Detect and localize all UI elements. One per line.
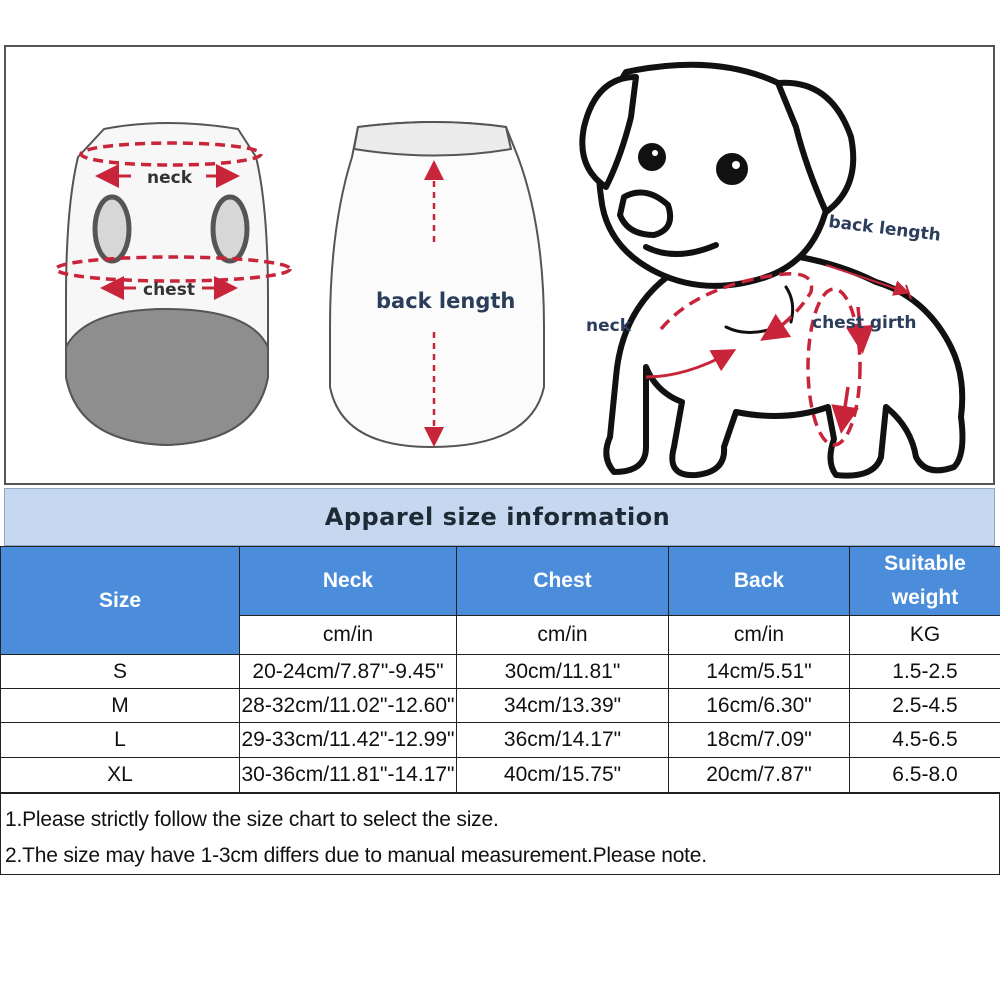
cell-chest: 30cm/11.81" — [457, 655, 669, 689]
cell-neck: 30-36cm/11.81"-14.17" — [240, 758, 457, 793]
table-row — [1, 758, 1000, 793]
cell-neck: 29-33cm/11.42"-12.99" — [240, 723, 457, 758]
cell-back: 18cm/7.09" — [669, 723, 850, 758]
size-table — [0, 546, 1000, 793]
cell-size: M — [1, 689, 240, 723]
chest-label: chest — [143, 280, 195, 300]
size-notes — [0, 793, 1000, 875]
note-line-1: 1.Please strictly follow the size chart to select the size. — [5, 808, 499, 831]
unit-neck: cm/in — [240, 616, 457, 655]
table-row — [1, 655, 1000, 689]
header-back: Back — [669, 547, 850, 616]
table-row — [1, 689, 1000, 723]
cell-weight: 2.5-4.5 — [850, 689, 1000, 723]
cell-weight: 4.5-6.5 — [850, 723, 1000, 758]
dog-chest-girth-label: chest girth — [812, 313, 917, 333]
cell-size: L — [1, 723, 240, 758]
cell-back: 20cm/7.87" — [669, 758, 850, 793]
back-length-label: back length — [376, 289, 516, 313]
measurement-illustration — [4, 45, 995, 485]
cell-neck: 28-32cm/11.02"-12.60" — [240, 689, 457, 723]
unit-weight: KG — [850, 616, 1000, 655]
apparel-size-banner — [4, 488, 995, 546]
dog-drawing — [582, 65, 962, 476]
dog-neck-label: neck — [586, 316, 632, 336]
cell-size: XL — [1, 758, 240, 793]
cell-chest: 40cm/15.75" — [457, 758, 669, 793]
neck-label: neck — [147, 168, 193, 188]
banner-title: Apparel size information — [324, 503, 671, 531]
cell-chest: 34cm/13.39" — [457, 689, 669, 723]
cell-weight: 1.5-2.5 — [850, 655, 1000, 689]
garment-back-drawing — [330, 122, 544, 447]
cell-chest: 36cm/14.17" — [457, 723, 669, 758]
cell-back: 14cm/5.51" — [669, 655, 850, 689]
header-neck: Neck — [240, 547, 457, 616]
header-weight-line2: weight — [891, 586, 959, 609]
cell-size: S — [1, 655, 240, 689]
header-weight-line1: Suitable — [884, 552, 966, 575]
table-row — [1, 723, 1000, 758]
header-size: Size — [1, 547, 240, 655]
header-chest: Chest — [457, 547, 669, 616]
garment-front-drawing — [56, 123, 290, 445]
cell-back: 16cm/6.30" — [669, 689, 850, 723]
note-line-2: 2.The size may have 1-3cm differs due to manual measurement.Please note. — [5, 844, 707, 867]
unit-chest: cm/in — [457, 616, 669, 655]
cell-weight: 6.5-8.0 — [850, 758, 1000, 793]
cell-neck: 20-24cm/7.87"-9.45" — [240, 655, 457, 689]
measurement-diagram — [6, 47, 997, 487]
header-suitable-weight — [850, 547, 1000, 616]
dog-back-length-label: back length — [827, 212, 942, 246]
unit-back: cm/in — [669, 616, 850, 655]
